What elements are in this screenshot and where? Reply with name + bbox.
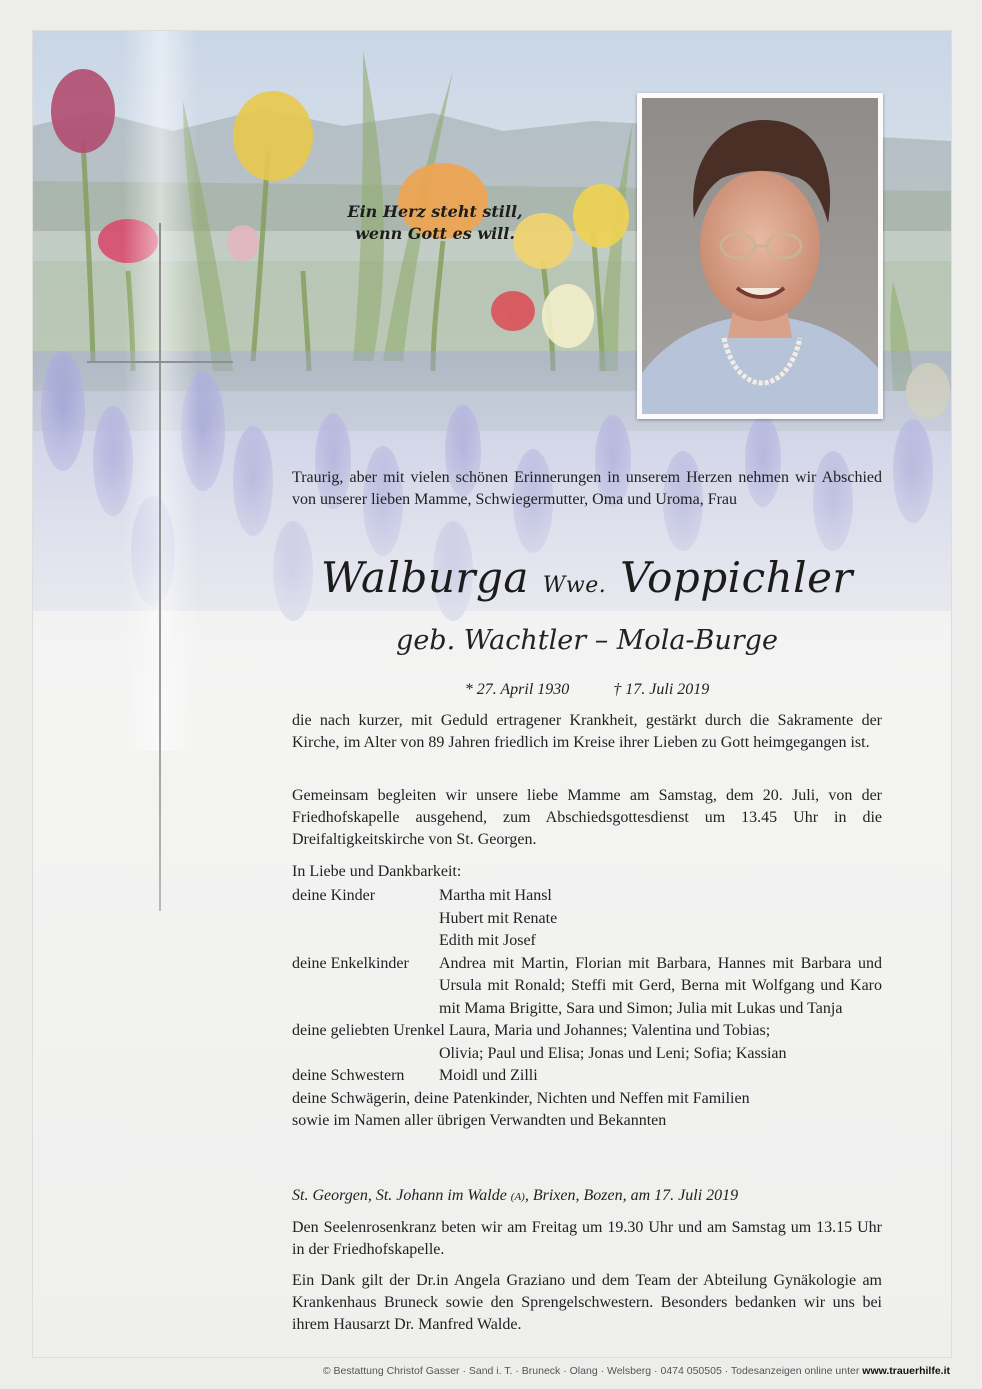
child-entry: Edith mit Josef: [439, 932, 536, 949]
motto-line-1: Ein Herz steht still,: [347, 202, 523, 221]
death-date: † 17. Juli 2019: [613, 681, 710, 698]
rosary-paragraph: Den Seelenrosenkranz beten wir am Freitag um 19.30 Uhr und am Samstag um 13.15 Uhr in der Friedhofskapelle.: [292, 1219, 882, 1258]
grandchildren-text: Andrea mit Martin, Florian mit Barbara, Hannes mit Barbara und Ursula mit Ronald; Steffi mit Gerd, Berna mit Wolfgang und Karo mit Mama Brigitte, Sara und Simon; Julia mit Lukas und Tanja: [439, 954, 882, 1017]
obituary-card: [33, 31, 951, 1357]
thanks-heading: In Liebe und Dankbarkeit:: [292, 863, 462, 880]
life-dates: [292, 679, 882, 701]
motto: [335, 201, 535, 245]
motto-line-2: wenn Gott es will.: [355, 224, 515, 243]
children-row: [292, 885, 882, 953]
children-label: deine Kinder: [292, 887, 376, 904]
all-relatives: sowie im Namen aller übrigen Verwandten und Bekannten: [292, 1112, 667, 1129]
portrait-photo: [642, 98, 878, 414]
birth-name: geb. Wachtler – Mola-Burge: [396, 625, 778, 656]
sisters-label: deine Schwestern: [292, 1067, 405, 1084]
intro-text: Traurig, aber mit vielen schönen Erinnerungen in unserem Herzen nehmen wir Abschied von unserer lieben Mamme, Schwiegermutter, Oma und Uroma, Frau: [292, 469, 882, 508]
portrait-photo-frame: [637, 93, 883, 419]
great-grandchildren-line-1: deine geliebten Urenkel Laura, Maria und Johannes; Valentina und Tobias;: [292, 1022, 771, 1039]
widow-abbreviation: Wwe.: [542, 573, 607, 598]
last-name: Voppichler: [620, 553, 854, 602]
great-grandchildren-line-2: Olivia; Paul und Elisa; Jonas und Leni; Sofia; Kassian: [439, 1044, 787, 1062]
acknowledgement-paragraph: Ein Dank gilt der Dr.in Angela Graziano und dem Team der Abteilung Gynäkologie am Krankenhaus Bruneck sowie den Sprengelschwestern. Besonders bedanken wir uns bei ihrem Hausarzt Dr. Manfred Walde.: [292, 1272, 882, 1333]
birth-date: * 27. April 1930: [464, 681, 570, 698]
child-entry: Martha mit Hansl: [439, 887, 552, 904]
sisters-text: Moidl und Zilli: [439, 1067, 538, 1084]
footer: [0, 1365, 950, 1377]
cross-vertical-beam: [159, 223, 161, 911]
grandchildren-row: [292, 953, 882, 1021]
funeral-paragraph: Gemeinsam begleiten wir unsere liebe Mamme am Samstag, dem 20. Juli, von der Friedhofskapelle ausgehend, zum Abschiedsgottesdienst um 13.45 Uhr in die Dreifaltigkeitskirche von St. Georgen.: [292, 787, 882, 848]
sisters-row: [292, 1065, 882, 1088]
child-entry: Hubert mit Renate: [439, 909, 558, 927]
place-and-date: St. Georgen, St. Johann im Walde (A), Brixen, Bozen, am 17. Juli 2019: [292, 1187, 739, 1204]
other-relatives: deine Schwägerin, deine Patenkinder, Nichten und Neffen mit Familien: [292, 1089, 750, 1107]
grandchildren-label: deine Enkelkinder: [292, 954, 409, 972]
country-code: (A): [510, 1191, 525, 1203]
footer-text: © Bestattung Christof Gasser · Sand i. T. · Bruneck · Olang · Welsberg · 0474 050505 · Todesanzeigen online unter: [322, 1365, 863, 1377]
footer-website-link[interactable]: www.trauerhilfe.it: [862, 1365, 950, 1377]
passing-paragraph: die nach kurzer, mit Geduld ertragener Krankheit, gestärkt durch die Sakramente der Kirche, im Alter von 89 Jahren friedlich im Kreise ihrer Lieben zu Gott heimgegangen ist.: [292, 712, 882, 751]
cross-horizontal-beam: [87, 361, 233, 363]
family-list: [292, 885, 882, 1133]
first-name: Walburga: [320, 553, 529, 602]
deceased-name: [292, 551, 882, 613]
